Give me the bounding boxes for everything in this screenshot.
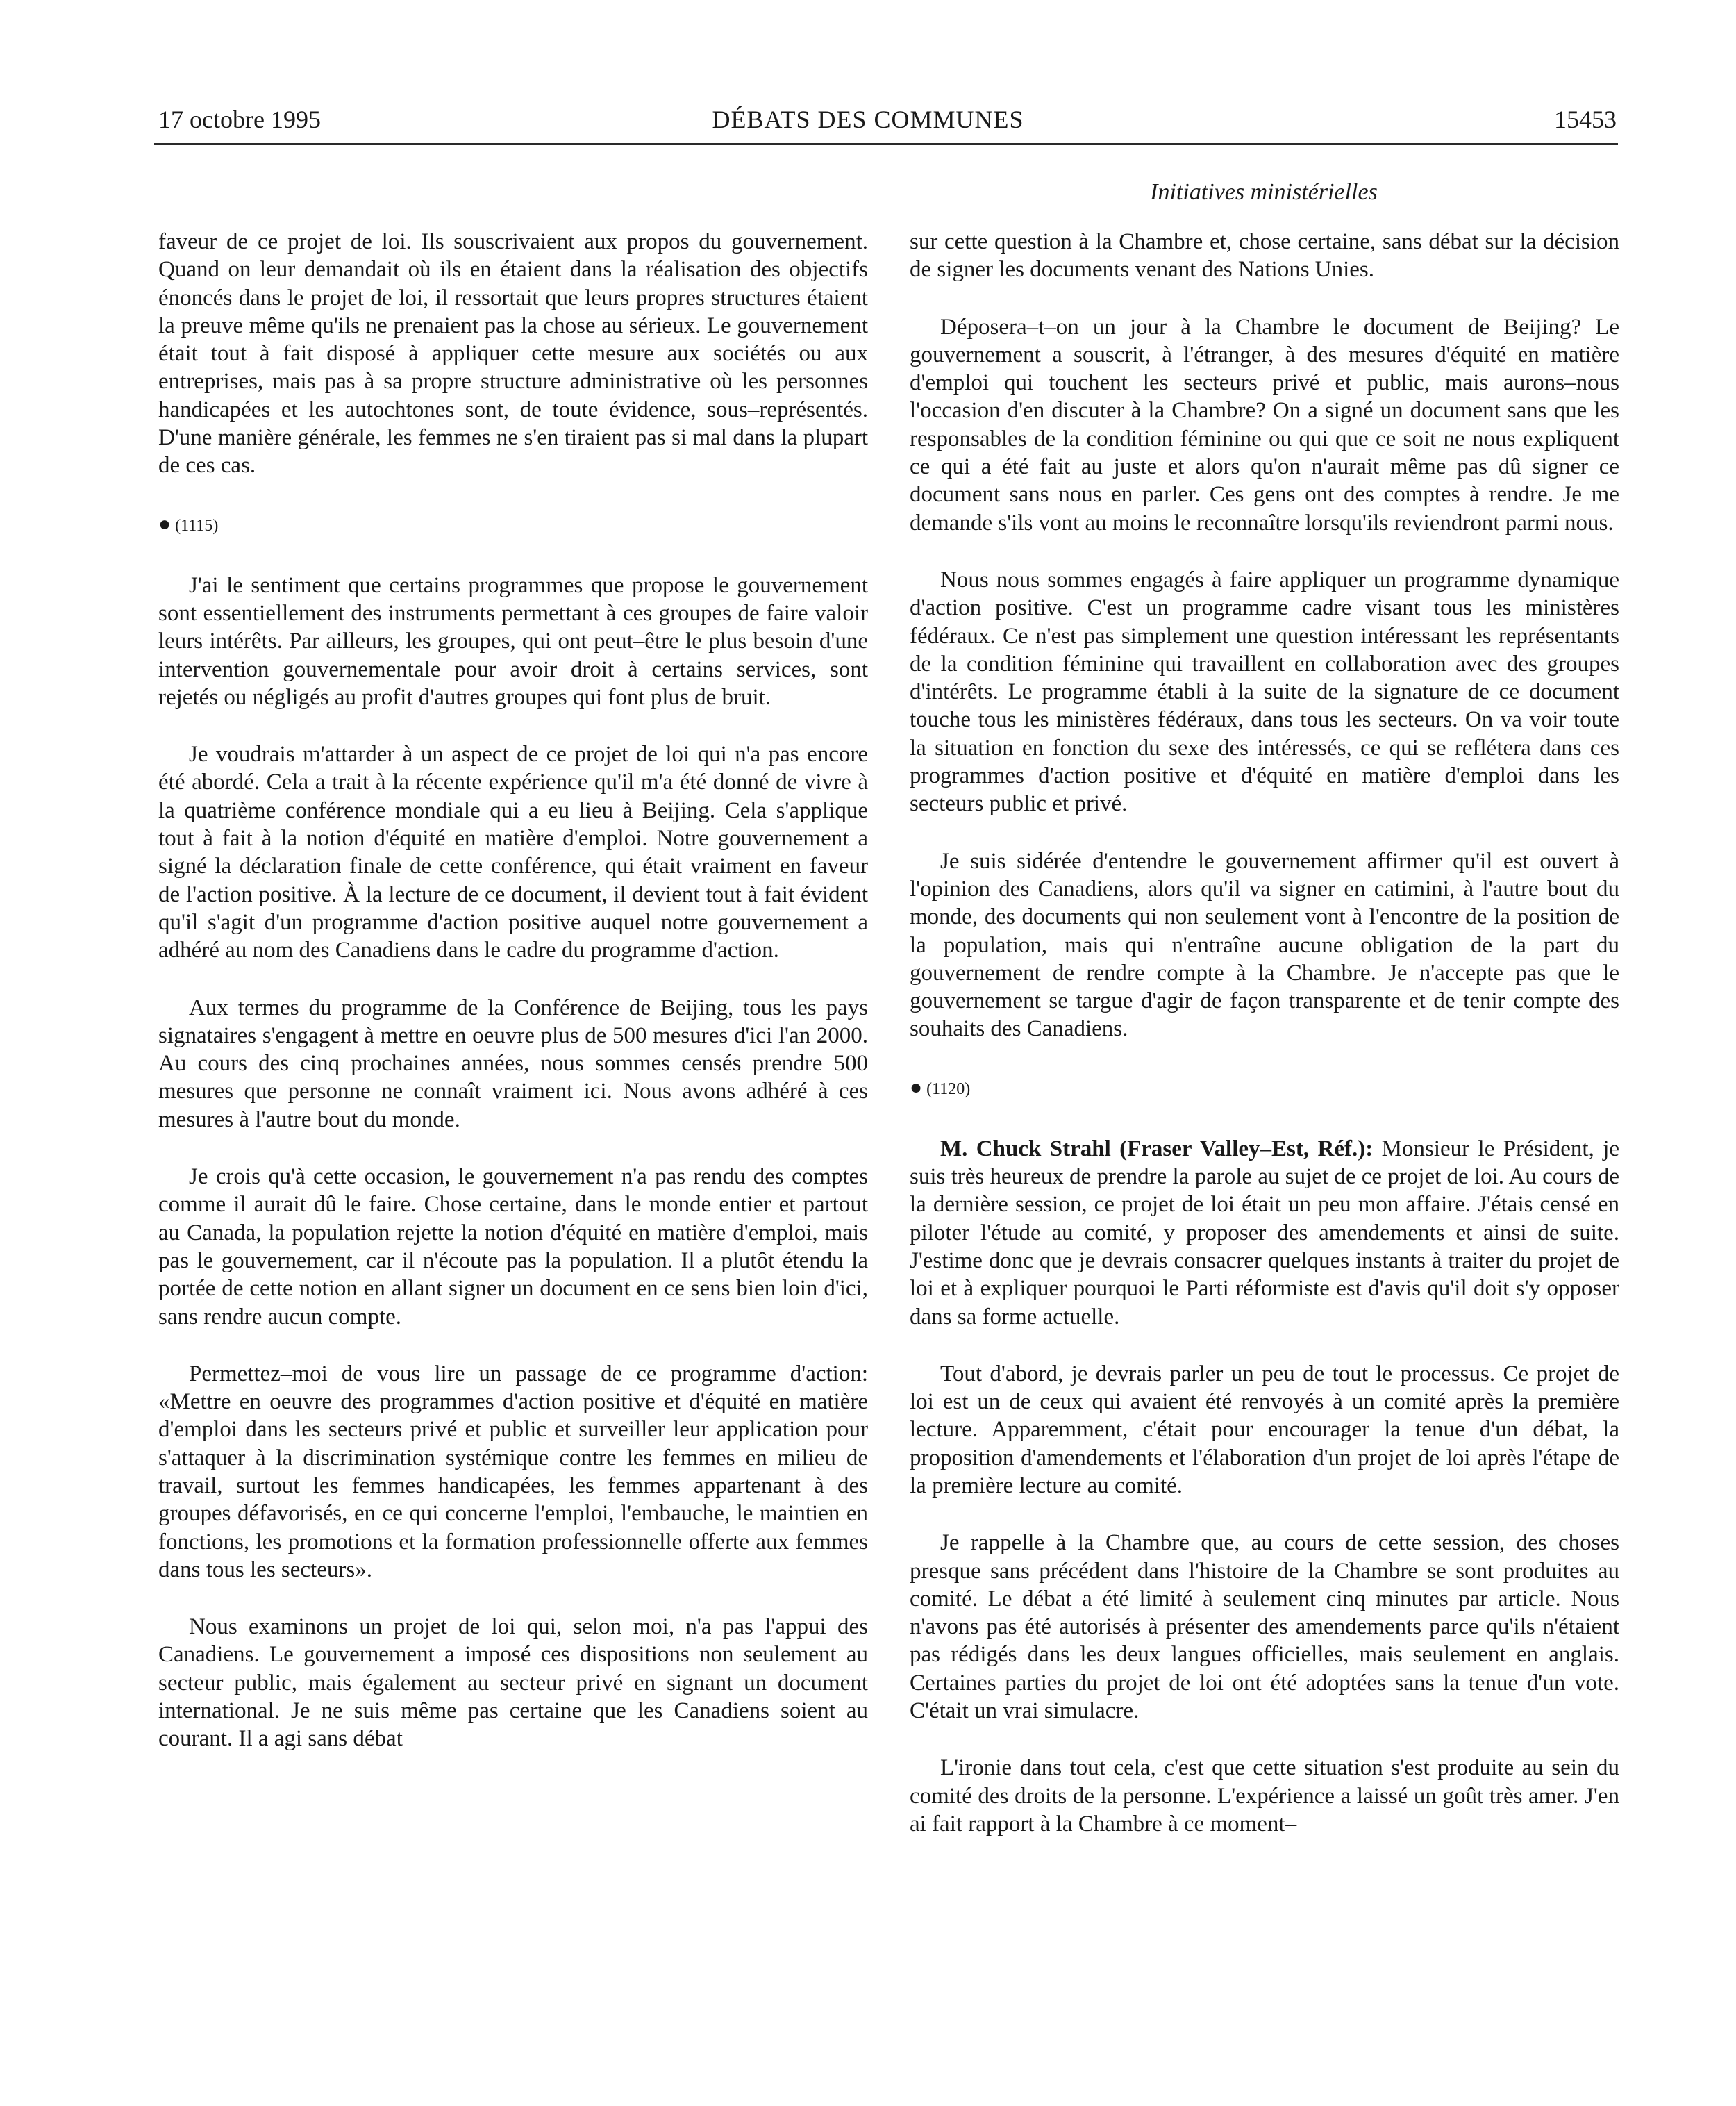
paragraph: faveur de ce projet de loi. Ils souscrivaient aux propos du gouvernement. Quand on leur demandait où ils en étaient dans la réalisation des objectifs énoncés dans le projet de loi, il ressortait que leurs propres structures étaient la preuve même qu'ils ne prenaient pas la chose au sérieux. Le gouvernement était tout à fait disposé à appliquer cette mesure aux sociétés ou aux entreprises, mais pas à sa propre structure administrative où les personnes handicapées et les autochtones sont, de toute évidence, sous–représentés. D'une manière générale, les femmes ne s'en tiraient pas si mal dans la plupart de ces cas. [158,229,868,479]
paragraph: sur cette question à la Chambre et, chose certaine, sans débat sur la décision de signer les documents venant des Nations Unies. [910,229,1619,283]
paragraph: J'ai le sentiment que certains programmes que propose le gouvernement sont essentiellement des instruments permettant à ces groupes de faire valoir leurs intérêts. Par ailleurs, les groupes, qui ont peut–être le plus besoin d'une intervention gouvernementale pour avoir droit à certains services, sont rejetés ou négligés au profit d'autres groupes qui font plus de bruit. [158,572,868,710]
header-rule [154,143,1618,145]
right-column [910,228,1619,1838]
paragraph: L'ironie dans tout cela, c'est que cette situation s'est produite au sein du comité des droits de la personne. L'expérience a laissé un goût très amer. J'en ai fait rapport à la Chambre à ce moment– [910,1755,1619,1836]
time-marker-label: (1115) [175,516,219,535]
paragraph: Je crois qu'à cette occasion, le gouvernement n'a pas rendu des comptes comme il aurait dû le faire. Chose certaine, dans le monde entier et partout au Canada, la population rejette la notion d'équité en matière d'emploi, mais pas le gouvernement, car il n'écoute pas la population. Il a plutôt étendu la portée de cette notion en allant signer un document en ce sens bien loin d'ici, sans rendre aucun compte. [158,1164,868,1329]
paragraph: Déposera–t–on un jour à la Chambre le document de Beijing? Le gouvernement a souscrit, à l'étranger, à des mesures d'équité en matière d'emploi qui touchent les secteurs privé et public, mais aurons–nous l'occasion d'en discuter à la Chambre? On a signé un document sans que les responsables de la condition féminine ou qui que ce soit ne nous expliquent ce qui a été fait au juste et alors qu'on n'aurait même pas dû signer ce document sans nous en parler. Ces gens ont des comptes à rendre. Je me demande s'ils vont au moins le reconnaître lorsqu'ils reviendront parmi nous. [910,314,1619,536]
section-title: Initiatives ministérielles [1150,179,1378,205]
paragraph: Nous examinons un projet de loi qui, selon moi, n'a pas l'appui des Canadiens. Le gouvernement a imposé ces dispositions non seulement au secteur public, mais également au secteur privé en signant un document international. Je ne suis même pas certaine que les Canadiens soient au courant. Il a agi sans débat [158,1614,868,1752]
page-number: 15453 [1554,106,1617,133]
paragraph: Je rappelle à la Chambre que, au cours de cette session, des choses presque sans précédent dans l'histoire de la Chambre se sont produites au comité. Le débat a été limité à seulement cinq minutes par article. Nous n'avons pas été autorisés à présenter des amendements parce qu'ils n'étaient pas rédigés dans les deux langues officielles, mais seulement en anglais. Certaines parties du projet de loi ont été adoptées sans la tenue d'un vote. C'était un vrai simulacre. [910,1530,1619,1724]
header-title: DÉBATS DES COMMUNES [712,106,1024,133]
speech-text: Monsieur le Président, je suis très heureux de prendre la parole au sujet de ce projet de loi. Au cours de la dernière session, ce projet de loi était un peu mon affaire. J'étais censé en piloter l'étude au comité, y proposer des amendements et ainsi de suite. J'estime donc que je devrais consacrer quelques instants à traiter du projet de loi et à expliquer pourquoi le Parti réformiste est d'avis qu'il doit s'y opposer dans sa forme actuelle. [910,1136,1620,1329]
time-marker-label: (1120) [926,1079,971,1098]
paragraph: Nous nous sommes engagés à faire appliquer un programme dynamique d'action positive. C'est un programme cadre visant tous les ministères fédéraux. Ce n'est pas simplement une question intéressant les représentants de la condition féminine qui travaillent en collaboration avec des groupes d'intérêts. Le programme établi à la suite de la signature de ce document touche tous les ministères fédéraux, dans tous les secteurs. On va voir toute la situation en fonction du sexe des intéressés, ce qui se reflétera dans ces programmes d'action positive et d'équité en matière d'emploi dans les secteurs public et privé. [910,567,1619,817]
left-column [158,228,868,1753]
paragraph: Je suis sidérée d'entendre le gouvernement affirmer qu'il est ouvert à l'opinion des Canadiens, alors qu'il va signer en catimini, à l'autre bout du monde, des documents qui non seulement vont à l'encontre de la position de la population, mais qui n'entraîne aucune obligation de la part du gouvernement de rendre compte à la Chambre. Je n'accepte pas que le gouvernement se targue d'agir de façon transparente et de tenir compte des souhaits des Canadiens. [910,848,1619,1042]
speaker-name: M. Chuck Strahl (Fraser Valley–Est, Réf.): [940,1136,1374,1161]
time-marker [910,1077,1619,1100]
bullet-icon: ● [910,1075,923,1099]
speech-paragraph [910,1135,1619,1331]
bullet-icon: ● [158,512,172,536]
paragraph: Permettez–moi de vous lire un passage de ce programme d'action: «Mettre en oeuvre des programmes d'action positive et d'équité en matière d'emploi dans les secteurs privé et public et surveiller leur application pour s'attaquer à la discrimination systémique contre les femmes en milieu de travail, surtout les femmes handicapées, les femmes appartenant à des groupes défavorisés, en ce qui concerne l'emploi, l'embauche, le maintien en fonctions, les promotions et la formation professionnelle offerte aux femmes dans tous les secteurs». [158,1361,868,1582]
paragraph: Aux termes du programme de la Conférence de Beijing, tous les pays signataires s'engagent à mettre en oeuvre plus de 500 mesures d'ici l'an 2000. Au cours des cinq prochaines années, nous sommes censés prendre 500 mesures que personne ne connaît vraiment ici. Nous avons adhéré à ces mesures à l'autre bout du monde. [158,995,868,1132]
header-date: 17 octobre 1995 [158,106,321,133]
paragraph: Tout d'abord, je devrais parler un peu de tout le processus. Ce projet de loi est un de ceux qui avaient été renvoyés à un comité après la première lecture. Apparemment, c'était pour encourager la tenue d'un débat, la proposition d'amendements et l'élaboration d'un projet de loi après l'étape de la première lecture au comité. [910,1361,1619,1498]
time-marker [158,513,868,537]
paragraph: Je voudrais m'attarder à un aspect de ce projet de loi qui n'a pas encore été abordé. Cela a trait à la récente expérience qu'il m'a été donné de vivre à la quatrième conférence mondiale qui a eu lieu à Beijing. Cela s'applique tout à fait à la notion d'équité en matière d'emploi. Notre gouvernement a signé la déclaration finale de cette conférence, qui était vraiment en faveur de l'action positive. À la lecture de ce document, il devient tout à fait évident qu'il s'agit d'un programme d'action positive auquel notre gouvernement a adhéré au nom des Canadiens dans le cadre du programme d'action. [158,742,868,963]
